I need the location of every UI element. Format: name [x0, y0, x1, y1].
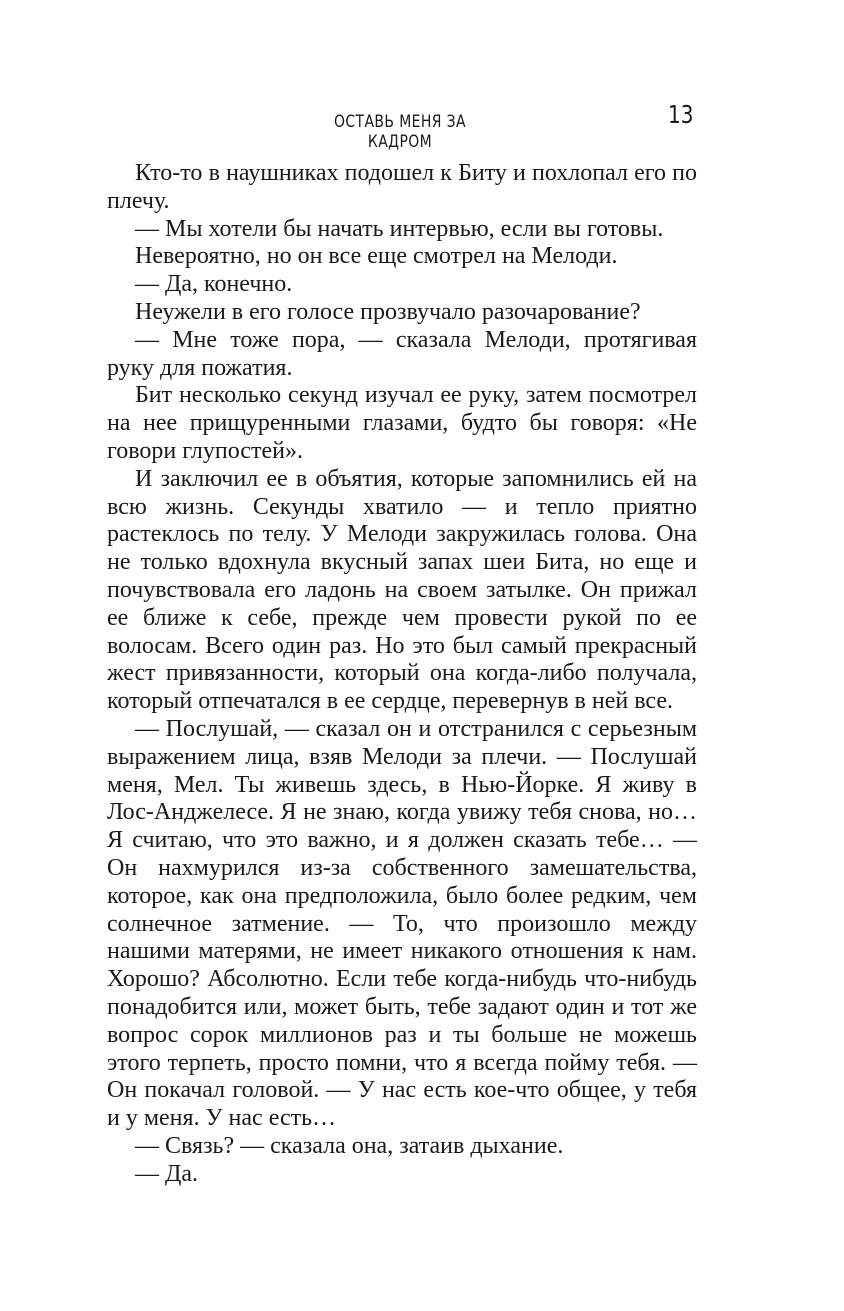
running-title: ОСТАВЬ МЕНЯ ЗА КАДРОМ [334, 112, 466, 152]
paragraph: — Связь? — сказала она, затаив дыхание. [135, 1132, 564, 1159]
paragraph: — Послушай, — сказал он и отстранился с серьезным выражением лица, взяв Мелоди за плечи. — Послушай меня, Мел. Ты живешь здесь, в Нью-Йорке. Я живу в Лос-Анджелесе. Я не знаю, когда увижу тебя снова, но… Я считаю, что это важно, и я должен сказать тебе… — Он нахмурился из-за собственного замешательства, которое, как она предположила, было более редким, чем солнечное затмение. — То, что произошло между нашими матерями, не имеет никакого отношения к нам. Хорошо? Абсолютно. Если тебе когда-нибудь что-нибудь понадобится или, может быть, тебе задают один и тот же вопрос сорок миллионов раз и ты больше не можешь этого терпеть, просто помни, что я всегда пойму тебя. — Он покачал головой. — У нас есть кое-что общее, у тебя и у меня. У нас есть… [107, 715, 697, 1132]
body-text [107, 160, 697, 1188]
paragraph: И заключил ее в объятия, которые запомнились ей на всю жизнь. Секунды хватило — и тепло приятно растеклось по телу. У Мелоди закружилась голова. Она не только вдохнула вкусный запах шеи Бита, но еще и почувствовала его ладонь на своем затылке. Он прижал ее ближе к себе, прежде чем провести рукой по ее волосам. Всего один раз. Но это был самый прекрасный жест привязанности, который она когда-либо получала, который отпечатался в ее сердце, перевернув в ней все. [107, 465, 697, 715]
paragraph: Неужели в его голосе прозвучало разочарование? [135, 298, 641, 325]
paragraph: — Да. [135, 1160, 199, 1187]
paragraph: — Мы хотели бы начать интервью, если вы готовы. [135, 215, 664, 242]
page-number: 13 [668, 100, 694, 129]
paragraph: Бит несколько секунд изучал ее руку, затем посмотрел на нее прищуренными глазами, будто бы говоря: «Не говори глупостей». [107, 382, 697, 464]
paragraph: — Да, конечно. [135, 271, 293, 298]
paragraph: — Мне тоже пора, — сказала Мелоди, протягивая руку для пожатия. [107, 326, 697, 381]
paragraph: Невероятно, но он все еще смотрел на Мелоди. [135, 243, 618, 270]
paragraph: Кто-то в наушниках подошел к Биту и похлопал его по плечу. [107, 160, 697, 214]
